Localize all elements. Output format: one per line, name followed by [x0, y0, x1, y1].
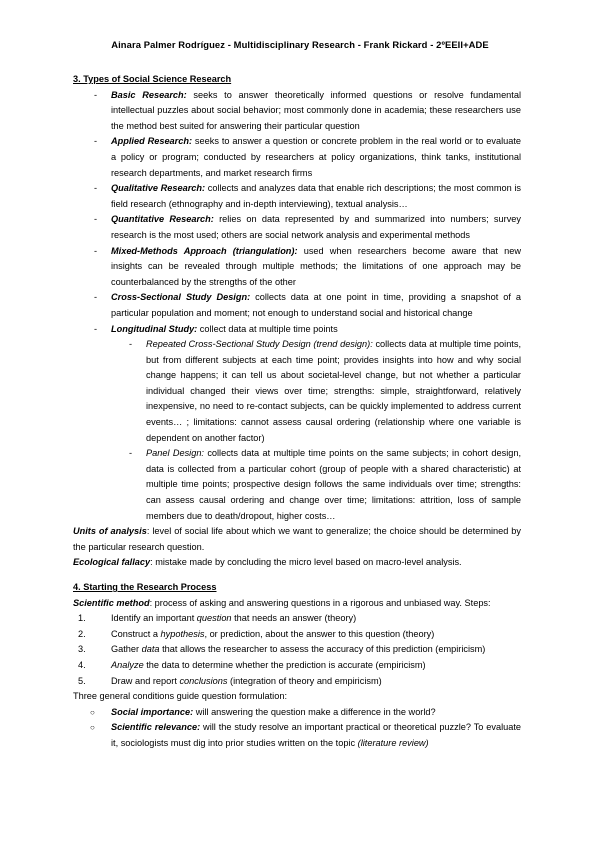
list-item: - Basic Research: seeks to answer theoretically informed questions or resolve fundamental intellectual puzzles about social behavior; most commonly done in academia; these researchers use the method best suited for answering their particular question	[73, 88, 521, 135]
conditions-intro: Three general conditions guide question formulation:	[73, 691, 287, 702]
list-item: 3. Gather data that allows the researcher to assess the accuracy of this prediction (empiricism)	[78, 644, 486, 655]
list-item: - Cross-Sectional Study Design: collects data at one point in time, providing a snapshot of a particular population and moment; not enough to understand social and historical change	[73, 290, 521, 321]
research-types-list	[73, 88, 521, 338]
document-body	[73, 72, 521, 752]
list-item: 5. Draw and report conclusions (integration of theory and empiricism)	[78, 675, 382, 686]
list-item: - Repeated Cross-Sectional Study Design (trend design): collects data at multiple time points, but from different subjects at each time point; provides insights into how and why social change happens; it can tell us about societal-level change, but not whether a particular individual changed their views over time; strengths: simple, straightforward, relatively inexpensive, no need to re-contact subjects, can be quickly implemented to address current events… ; limitations: cannot assess causal ordering (relationship where one variable is dependent on another factor)	[73, 337, 521, 446]
longitudinal-subtypes-list	[73, 337, 521, 524]
list-item: 2. Construct a hypothesis, or prediction, about the answer to this question (theory)	[78, 628, 435, 639]
scientific-method-paragraph: Scientific method: process of asking and answering questions in a rigorous and unbiased way. Steps:	[73, 597, 491, 608]
list-item: ○ Scientific relevance: will the study resolve an important practical or theoretical puzzle? To evaluate it, sociologists must dig into prior studies written on the topic (literature review)	[73, 720, 521, 751]
conditions-list	[73, 705, 521, 752]
ecological-fallacy-paragraph: Ecological fallacy: mistake made by concluding the micro level based on macro-level analysis.	[73, 557, 462, 568]
list-item: - Quantitative Research: relies on data represented by and summarized into numbers; survey research is the most used; others are social network analysis and experimental methods	[73, 212, 521, 243]
list-item: - Qualitative Research: collects and analyzes data that enable rich descriptions; the most common is field research (ethnography and in-depth interviewing), textual analysis…	[73, 181, 521, 212]
list-item: 4. Analyze the data to determine whether the prediction is accurate (empiricism)	[78, 659, 426, 670]
steps-list	[73, 611, 521, 689]
list-item: - Mixed-Methods Approach (triangulation): used when researchers become aware that new insights can be revealed through multiple methods; the limitations of one approach may be counterbalanced by the strengths of the other	[73, 244, 521, 291]
list-item: - Panel Design: collects data at multiple time points on the same subjects; in cohort design, data is collected from a particular cohort (group of people with a shared characteristic) at multiple time points; prospective design follows the same individuals over time; strengths: can assess causal ordering and change over time; limitations: attrition, loss of sample members due to death/dropout, higher costs…	[73, 446, 521, 524]
units-of-analysis-paragraph: Units of analysis: level of social life about which we want to generalize; the choice should be determined by the particular research question.	[73, 526, 522, 552]
section-3-title: 3. Types of Social Science Research	[73, 74, 232, 84]
list-item: - Applied Research: seeks to answer a question or concrete problem in the real world or to evaluate a policy or program; conducted by researchers at policy organizations, think tanks, institutional research departments, and market research firms	[73, 134, 521, 181]
list-item: - Longitudinal Study: collect data at multiple time points	[73, 322, 521, 338]
page-header: Ainara Palmer Rodríguez - Multidisciplinary Research - Frank Rickard - 2ºEEII+ADE	[111, 39, 489, 50]
section-4-title: 4. Starting the Research Process	[73, 582, 217, 592]
list-item: 1. Identify an important question that needs an answer (theory)	[78, 613, 357, 624]
list-item: ○ Social importance: will answering the question make a difference in the world?	[73, 705, 521, 721]
